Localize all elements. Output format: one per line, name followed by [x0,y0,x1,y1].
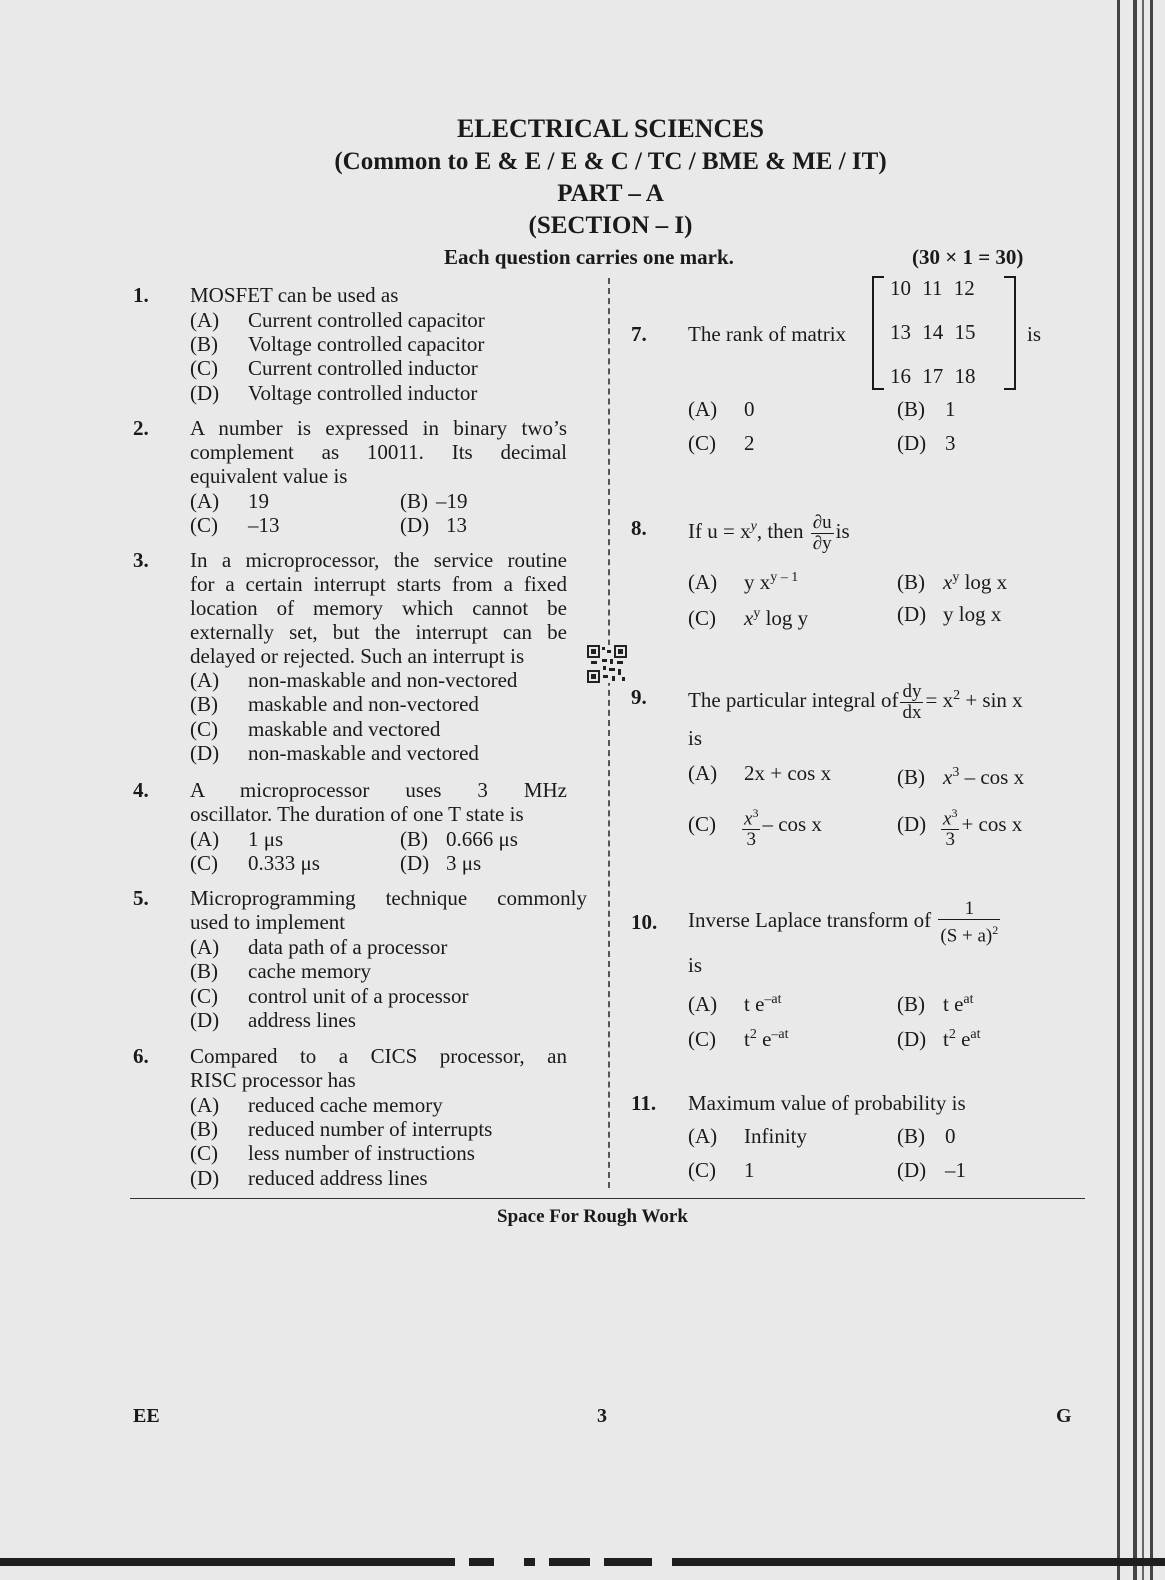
option [897,1023,981,1051]
option-label: (A) [190,1093,220,1117]
matrix [868,272,1018,392]
question-text [688,502,850,556]
option [190,851,320,875]
question-number: 1. [133,283,149,307]
question-number: 6. [133,1044,149,1068]
question-suffix: is [688,953,703,977]
superscript: 2 [992,922,999,937]
option-label: (C) [688,1158,716,1182]
matrix-right-bracket [1004,276,1016,390]
fraction [938,899,1000,946]
option-label: (B) [897,570,925,594]
option-label: (A) [688,397,718,421]
option-label: (C) [190,717,218,741]
question-text-line: A microprocessor uses 3 MHz [190,778,567,802]
option [190,935,447,959]
option-label: (D) [400,513,430,537]
option-label: (A) [190,308,220,332]
fraction [900,682,923,723]
option-text: 0 [945,1124,956,1148]
option-label: (D) [897,602,927,626]
option-text: non-maskable and vectored [248,741,479,765]
matrix-cell: 17 [922,364,944,388]
option [190,356,478,380]
option-label: (B) [897,992,925,1016]
option-text: Current controlled inductor [248,356,478,380]
option-text: 1 [945,397,956,421]
binding-edge [1117,0,1120,1580]
option-text-tail: e [756,1027,772,1051]
option-text: reduced number of interrupts [248,1117,493,1141]
option-label: (A) [688,761,718,785]
superscript: y [753,606,761,621]
section-heading: (SECTION – I) [528,212,693,239]
option [897,1124,956,1148]
question-suffix: is [835,519,850,543]
option-label: (B) [897,397,925,421]
scan-gap [652,1556,672,1568]
option-label: (B) [190,332,218,356]
option-label: (C) [688,431,716,455]
option-text: 3 μs [446,851,482,875]
option-label: (D) [897,1027,927,1051]
option-label: (A) [190,489,220,513]
question-text: MOSFET can be used as [190,283,399,307]
option [400,851,481,875]
scan-gap [455,1556,469,1568]
question-number: 4. [133,778,149,802]
option [688,397,755,421]
fraction-numerator [742,803,760,830]
option-label: (B) [190,1117,218,1141]
option-label: (B) [400,489,428,513]
option [190,1166,428,1190]
option-text-tail: e [955,1027,971,1051]
option-label: (C) [190,1141,218,1165]
option-label: (D) [190,741,220,765]
question-text-line: In a microprocessor, the service routine [190,548,567,572]
streams-subtitle: (Common to E & E / E & C / TC / BME & ME / IT) [334,148,887,175]
qr-code-icon [587,645,627,683]
option [688,431,755,455]
option-text: –19 [436,489,468,513]
option-text: –13 [248,513,280,537]
option [897,566,1007,594]
question-number: 7. [631,322,647,346]
scan-gap [494,1556,524,1568]
question-text-line: for a certain interrupt starts from a fixed [190,572,567,596]
option-text: t e [943,992,964,1016]
option-text: maskable and non-vectored [248,692,479,716]
option [190,308,485,332]
option-label: (D) [190,1166,220,1190]
question-number: 5. [133,886,149,910]
option [897,1158,966,1182]
question-text [688,670,1023,726]
option-text-tail: – cos x [762,812,822,836]
option [688,1023,789,1051]
fraction [811,513,834,554]
question-text-line: oscillator. The duration of one T state is [190,802,524,826]
fraction-denominator: dx [902,701,922,723]
matrix-cell: 13 [890,320,911,344]
option [400,827,518,851]
question-text-line: A number is expressed in binary two’s [190,416,567,440]
option [190,381,477,405]
option-text: 1 μs [248,827,284,851]
option [190,692,479,716]
option-text: 0.666 μs [446,827,518,851]
option-label: (C) [190,984,218,1008]
option-text-tail: – cos x [959,765,1025,789]
fraction-numerator: 1 [938,899,1000,920]
scan-gap [535,1556,549,1568]
fraction-denominator-base: (S + a) [940,924,993,946]
option [190,959,371,983]
option [190,513,280,537]
option [190,489,269,513]
footer-code: EE [133,1405,160,1427]
option [688,1158,755,1182]
fraction-denominator: 3 [746,828,756,850]
option [190,741,479,765]
option [400,513,467,537]
option-label: (C) [190,851,218,875]
horizontal-rule [130,1198,1085,1199]
column-divider [608,278,610,1188]
option-text: Current controlled capacitor [248,308,485,332]
question-number: 11. [631,1091,657,1115]
option-text: reduced address lines [248,1166,428,1190]
instruction-text: Each question carries one mark. [444,245,734,269]
option-label: (A) [190,827,220,851]
matrix-cell: 10 [890,276,911,300]
option-label: (B) [400,827,428,851]
option-text: data path of a processor [248,935,448,959]
equation-part: = x [925,688,954,712]
option-text: 0.333 μs [248,851,320,875]
option-text: 0 [744,397,755,421]
option [190,1008,356,1032]
option-label: (B) [190,692,218,716]
option [190,717,440,741]
option [190,668,517,692]
binding-edge [1133,0,1137,1580]
option [897,796,1022,852]
superscript: 2 [749,1027,757,1042]
option [897,431,956,455]
option-text: y log x [943,602,1002,626]
option-label: (B) [897,1124,925,1148]
superscript: y – 1 [770,570,799,585]
option-text: reduced cache memory [248,1093,443,1117]
option-label: (D) [190,381,220,405]
matrix-cell: 18 [954,364,976,388]
option-text: x [744,606,754,630]
option-label: (C) [190,513,218,537]
scan-bottom-edge [0,1558,1165,1566]
fraction-denominator: ∂y [812,532,832,554]
fraction-numerator: ∂u [812,511,832,533]
scan-gap [590,1556,604,1568]
option-label: (B) [190,959,218,983]
option-label: (A) [688,992,718,1016]
option-label: (A) [190,668,220,692]
option-text: cache memory [248,959,372,983]
superscript: at [963,992,974,1007]
fraction-denominator [938,920,1000,946]
superscript: y [750,519,757,534]
option [688,761,831,785]
superscript: –at [764,992,782,1007]
binding-edge [1150,0,1153,1580]
option-label: (D) [897,431,927,455]
question-number: 3. [133,548,149,572]
matrix-row [890,364,976,389]
question-number: 10. [631,910,658,934]
option-text: 3 [945,431,956,455]
question-text-line: equivalent value is [190,464,348,488]
superscript: at [970,1027,981,1042]
matrix-left-bracket [872,276,884,390]
option [190,1093,443,1117]
option-label: (C) [688,812,716,836]
page-number: 3 [597,1405,607,1427]
option-label: (C) [688,1027,716,1051]
question-text-line: RISC processor has [190,1068,356,1092]
option-text: y x [744,570,771,594]
option [897,397,956,421]
question-text-part: Inverse Laplace transform of [688,908,932,932]
option-text: 2x + cos x [744,761,832,785]
option-text: t [744,1027,750,1051]
fraction [742,803,760,850]
option-text: –1 [945,1158,966,1182]
option-label: (A) [190,935,220,959]
question-text [688,892,1002,948]
subject-title: ELECTRICAL SCIENCES [456,114,765,143]
superscript: 3 [952,765,960,780]
option-text: t e [744,992,765,1016]
matrix-row [890,276,975,301]
option-label: (D) [897,1158,927,1182]
option [190,827,283,851]
option-text: maskable and vectored [248,717,441,741]
fraction-numerator-var: x [744,807,753,829]
question-number: 2. [133,416,149,440]
question-suffix: is [688,726,703,750]
fraction [941,803,959,850]
equation-tail: + sin x [960,688,1023,712]
fraction-numerator-var: x [943,807,952,829]
option [190,332,484,356]
option-label: (D) [897,812,927,836]
superscript: –at [771,1027,789,1042]
option-text-tail: log x [959,570,1008,594]
matrix-cell: 14 [922,320,944,344]
question-text: Maximum value of probability is [688,1091,966,1115]
superscript: y [952,570,960,585]
question-text-part: The particular integral of [688,688,899,712]
matrix-cell: 11 [922,276,943,300]
question-number: 8. [631,516,647,540]
question-number: 9. [631,685,647,709]
option [688,1124,807,1148]
superscript: 2 [948,1027,956,1042]
question-text-part: If u = x [688,519,751,543]
matrix-cell: 16 [890,364,911,388]
option-text: 13 [446,513,467,537]
part-heading: PART – A [557,180,664,207]
option [688,796,822,852]
question-text-line: location of memory which cannot be [190,596,567,620]
option-text: control unit of a processor [248,984,469,1008]
question-text-part: , then [756,519,804,543]
option-label: (D) [190,1008,220,1032]
option-label: (C) [190,356,218,380]
option-text: Voltage controlled capacitor [248,332,485,356]
option-text: Voltage controlled inductor [248,381,478,405]
option-text: x [943,570,953,594]
binding-edge [1142,0,1144,1580]
option [190,1117,492,1141]
option [190,984,468,1008]
option-label: (B) [897,765,925,789]
option-text: 2 [744,431,755,455]
option-text: address lines [248,1008,356,1032]
option-label: (D) [400,851,430,875]
fraction-numerator [941,803,959,830]
matrix-cell: 15 [954,320,976,344]
marks-total: (30 × 1 = 30) [912,245,1024,269]
option-text: t [943,1027,949,1051]
option-text-tail: + cos x [961,812,1023,836]
question-text-line: Microprogramming technique commonly [190,886,587,910]
option-text: non-maskable and non-vectored [248,668,518,692]
question-text-line: Compared to a CICS processor, an [190,1044,567,1068]
option [897,988,974,1016]
option-text-tail: log y [760,606,809,630]
option-label: (C) [688,606,716,630]
matrix-cell: 12 [953,276,975,300]
option-text: x [943,765,953,789]
option [897,761,1024,789]
superscript: 3 [951,805,958,820]
superscript: 3 [752,805,759,820]
fraction-numerator: dy [902,680,922,702]
option-text: less number of instructions [248,1141,475,1165]
matrix-row [890,320,976,345]
option [688,602,808,630]
option-label: (A) [688,570,718,594]
option [400,489,468,513]
question-text-line: complement as 10011. Its decimal [190,440,567,464]
rough-work-label: Space For Rough Work [497,1206,688,1227]
option-text: 19 [248,489,269,513]
option [897,602,1001,626]
question-text-line: delayed or rejected. Such an interrupt is [190,644,525,668]
option [688,988,782,1016]
superscript: 2 [953,688,961,703]
question-text-line: used to implement [190,910,346,934]
question-text-line: externally set, but the interrupt can be [190,620,567,644]
option [688,566,798,594]
footer-version: G [1056,1405,1072,1427]
option-text: 1 [744,1158,755,1182]
fraction-denominator: 3 [945,828,955,850]
option-label: (A) [688,1124,718,1148]
question-suffix: is [1027,322,1042,346]
option [190,1141,475,1165]
question-text: The rank of matrix [688,322,847,346]
option-text: Infinity [744,1124,807,1148]
